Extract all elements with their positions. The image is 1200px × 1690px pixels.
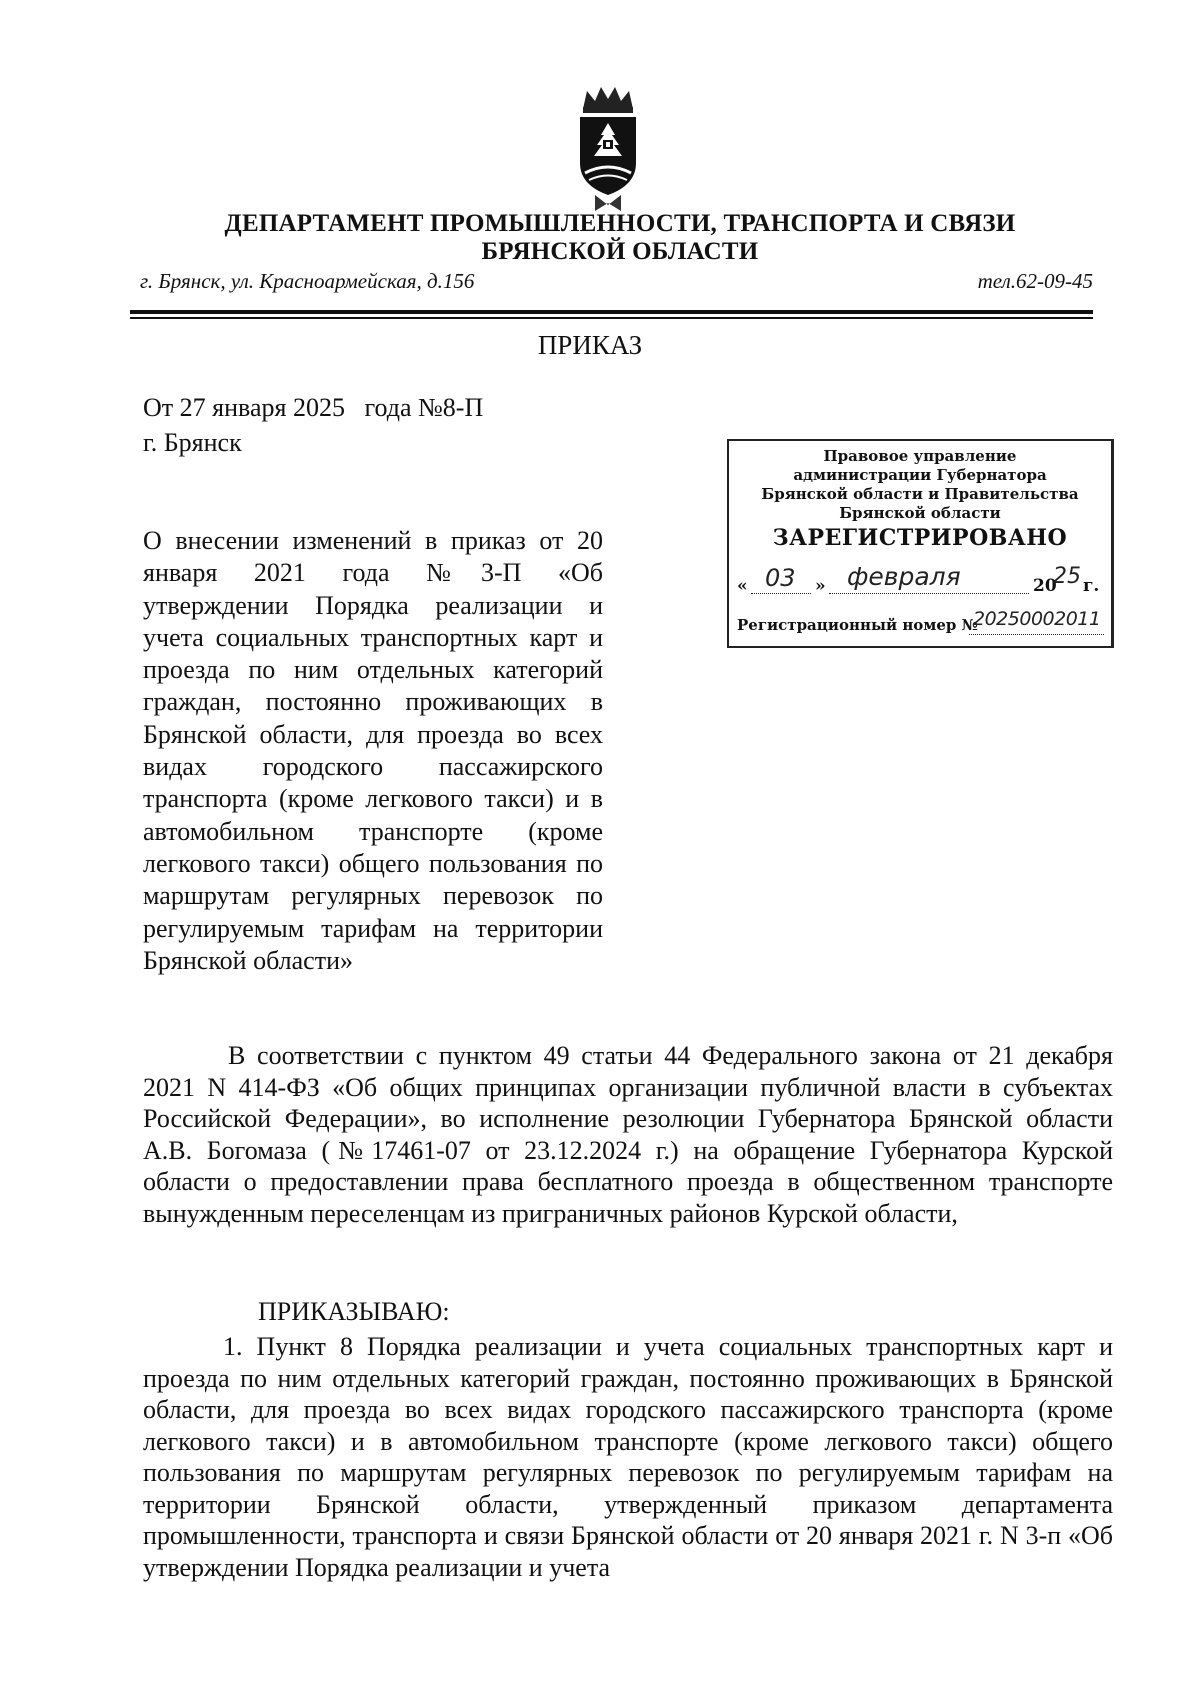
header-divider-thick — [130, 310, 1093, 314]
stamp-quote-close: » — [815, 576, 826, 596]
stamp-org-line1: Правовое управление — [823, 447, 1017, 465]
stamp-quote-open: « — [737, 576, 748, 596]
bryansk-coat-of-arms-icon — [575, 85, 641, 213]
stamp-registration-number — [737, 608, 1109, 640]
stamp-date — [737, 562, 1107, 600]
department-name-line2: БРЯНСКОЙ ОБЛАСТИ — [481, 238, 759, 265]
document-type — [0, 330, 1200, 361]
stamp-month-underline — [829, 593, 1029, 594]
registration-stamp — [727, 439, 1114, 648]
stamp-year-mark: г. — [1083, 576, 1100, 596]
stamp-day: 03 — [765, 564, 796, 592]
order-date-number: От 27 января 2025 года №8-П — [143, 393, 484, 422]
stamp-year-prefix: 20 — [1033, 576, 1057, 596]
item-1-paragraph: 1. Пункт 8 Порядка реализации и учета социальных транспортных карт и проезда по ним отдельных категорий граждан, постоянно проживающих в Брянской области, для проезда во всех видах городского пассажирского транспорта (кроме легкового такси) и в автомобильном транспорте (кроме легкового такси) общего пользования по маршрутам регулярных перевозок по регулируемым тарифам на территории Брянской области, утвержденный приказом департамента промышленности, транспорта и связи Брянской области от 20 января 2021 г. N 3-п «Об утверждении Порядка реализации и учета — [143, 1332, 1113, 1582]
department-phone: тел.62-09-45 — [977, 269, 1093, 293]
preamble-paragraph: В соответствии с пунктом 49 статьи 44 Федерального закона от 21 декабря 2021 N 414-ФЗ «Об общих принципах организации публичной власти в субъектах Российской Федерации», во исполнение резолюции Губернатора Брянской области А.В. Богомаза (№17461-07 от 23.12.2024 г.) на обращение Губернатора Курской области о предоставлении права бесплатного проезда в общественном транспорте вынужденным переселенцам из приграничных районов Курской области, — [143, 1041, 1113, 1228]
header-divider-thin — [130, 317, 1093, 319]
department-name-line1: ДЕПАРТАМЕНТ ПРОМЫШЛЕННОСТИ, ТРАНСПОРТА И СВЯЗИ — [224, 210, 1016, 237]
stamp-org-line4: Брянской области — [839, 504, 1001, 522]
stamp-org-line2: администрации Губернатора — [793, 466, 1047, 484]
stamp-reg-underline — [969, 634, 1104, 635]
order-subject: О внесении изменений в приказ от 20 января 2021 года №3-П «Об утверждении Порядка реализации и учета социальных транспортных карт и проезда по ним отдельных категорий граждан, постоянно проживающих в Брянской области, для проезда во всех видах городского пассажирского транспорта (кроме легкового такси) и в автомобильном транспорте (кроме легкового такси) общего пользования по маршрутам регулярных перевозок по регулируемым тарифам на территории Брянской области» — [143, 526, 603, 975]
stamp-status: ЗАРЕГИСТРИРОВАНО — [772, 525, 1068, 551]
stamp-day-underline — [751, 593, 811, 594]
department-address: г. Брянск, ул. Красноармейская, д.156 — [140, 269, 475, 293]
stamp-reg-label: Регистрационный номер № — [737, 616, 978, 634]
stamp-org-line3: Брянской области и Правительства — [761, 485, 1079, 503]
stamp-month: февраля — [847, 562, 961, 591]
stamp-year-suffix: 25 — [1053, 564, 1081, 589]
stamp-reg-number: 20250002011 — [973, 608, 1101, 630]
decree-heading: ПРИКАЗЫВАЮ: — [258, 1297, 450, 1326]
order-city: г. Брянск — [143, 428, 242, 457]
document-type-label: ПРИКАЗ — [537, 330, 643, 360]
